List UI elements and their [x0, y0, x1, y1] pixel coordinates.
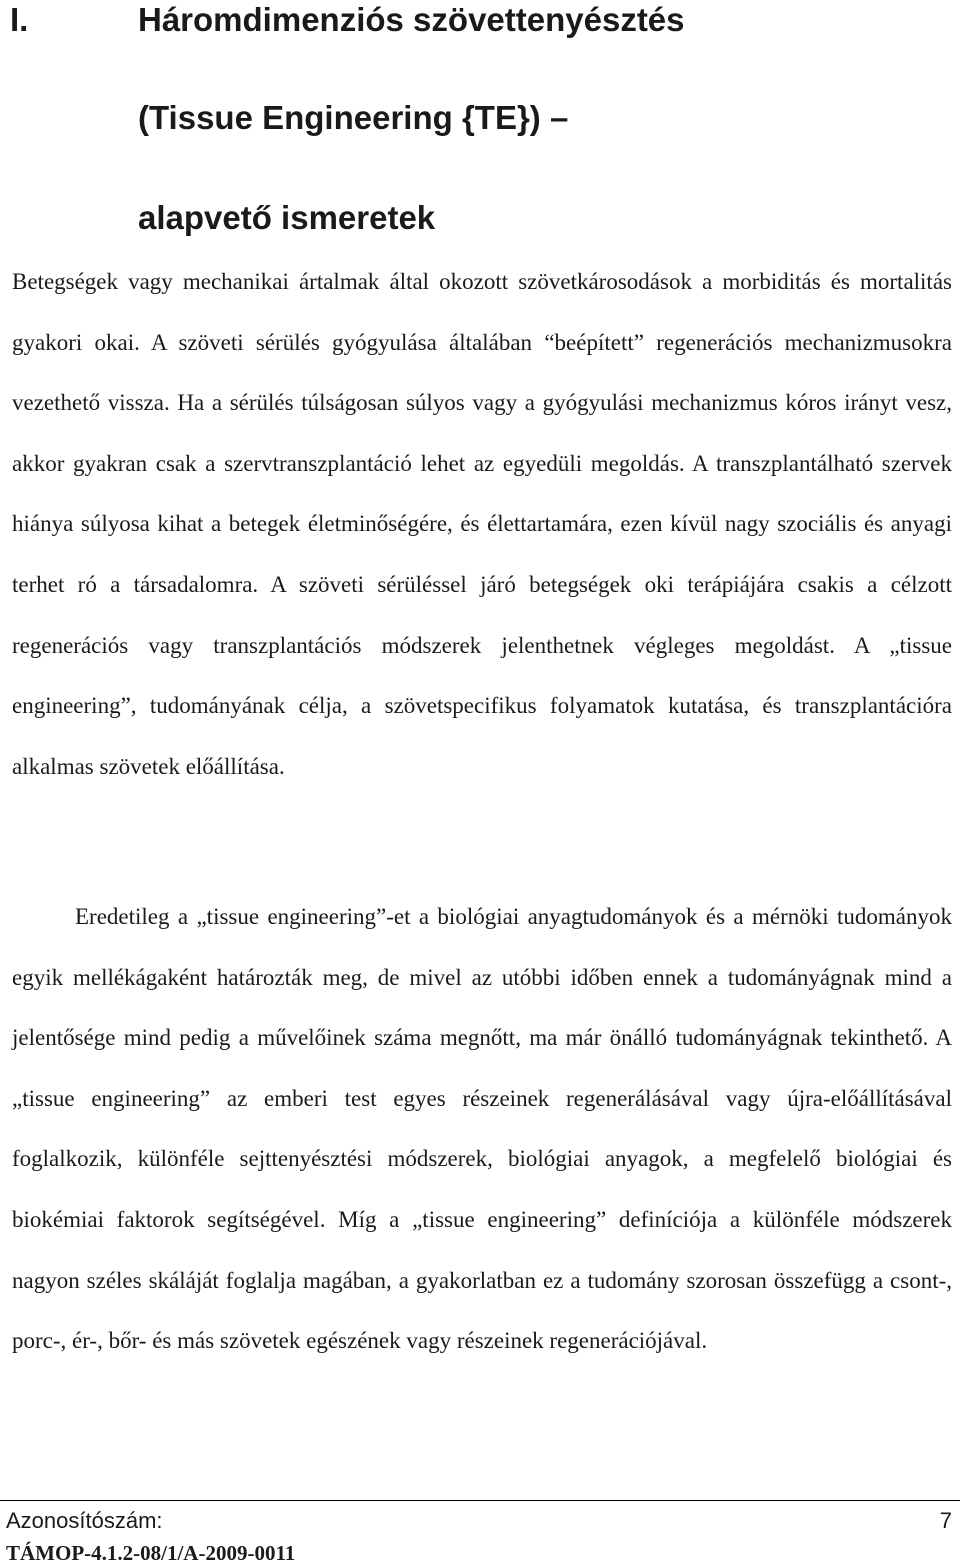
chapter-title-line-2: (Tissue Engineering {TE}) –	[138, 99, 569, 136]
footer-project-code: TÁMOP-4.1.2-08/1/A-2009-0011	[6, 1541, 296, 1565]
footer-divider	[0, 1500, 960, 1501]
page-number: 7	[939, 1508, 952, 1533]
chapter-title-line-3: alapvető ismeretek	[138, 199, 436, 236]
chapter-number: I.	[10, 1, 29, 38]
body-paragraph-2: Eredetileg a „tissue engineering”-et a biológiai anyagtudományok és a mérnöki tudományok egyik mellékágaként határozták meg, de mivel az utóbbi időben ennek a tudományágnak mind a jelentősége mind pedig a művelőinek száma megnőtt, ma már önálló tudományágnak tekinthető. A „tissue engineering” az emberi test egyes részeinek regenerálásával vagy újra-előállításával foglalkozik, különféle sejttenyésztési módszerek, biológiai anyagok, a megfelelő biológiai és biokémiai faktorok segítségével. Míg a „tissue engineering” definíciója a különféle módszerek nagyon széles skáláját foglalja magában, a gyakorlatban ez a tudomány szorosan összefügg a csont-, porc-, ér-, bőr- és más szövetek egészének vagy részeinek regenerációjával.	[12, 904, 952, 1354]
chapter-title-line-1: Háromdimenziós szövettenyésztés	[138, 1, 685, 38]
body-paragraph-1: Betegségek vagy mechanikai ártalmak által okozott szövetkárosodások a morbiditás és mortalitás gyakori okai. A szöveti sérülés gyógyulása általában “beépített” regenerációs mechanizmusokra vezethető vissza. Ha a sérülés túlságosan súlyos vagy a gyógyulási mechanizmus kóros irányt vesz, akkor gyakran csak a szervtranszplantáció lehet az egyedüli megoldás. A transzplantálható szervek hiánya súlyosa kihat a betegek életminőségére, és élettartamára, ezen kívül nagy szociális és anyagi terhet ró a társadalomra. A szöveti sérüléssel járó betegségek oki terápiájára csakis a célzott regenerációs vagy transzplantációs módszerek jelenthetnek végleges megoldást. A „tissue engineering”, tudományának célja, a szövetspecifikus folyamatok kutatása, és transzplantációra alkalmas szövetek előállítása.	[12, 269, 952, 779]
footer-id-label: Azonosítószám:	[6, 1508, 163, 1533]
